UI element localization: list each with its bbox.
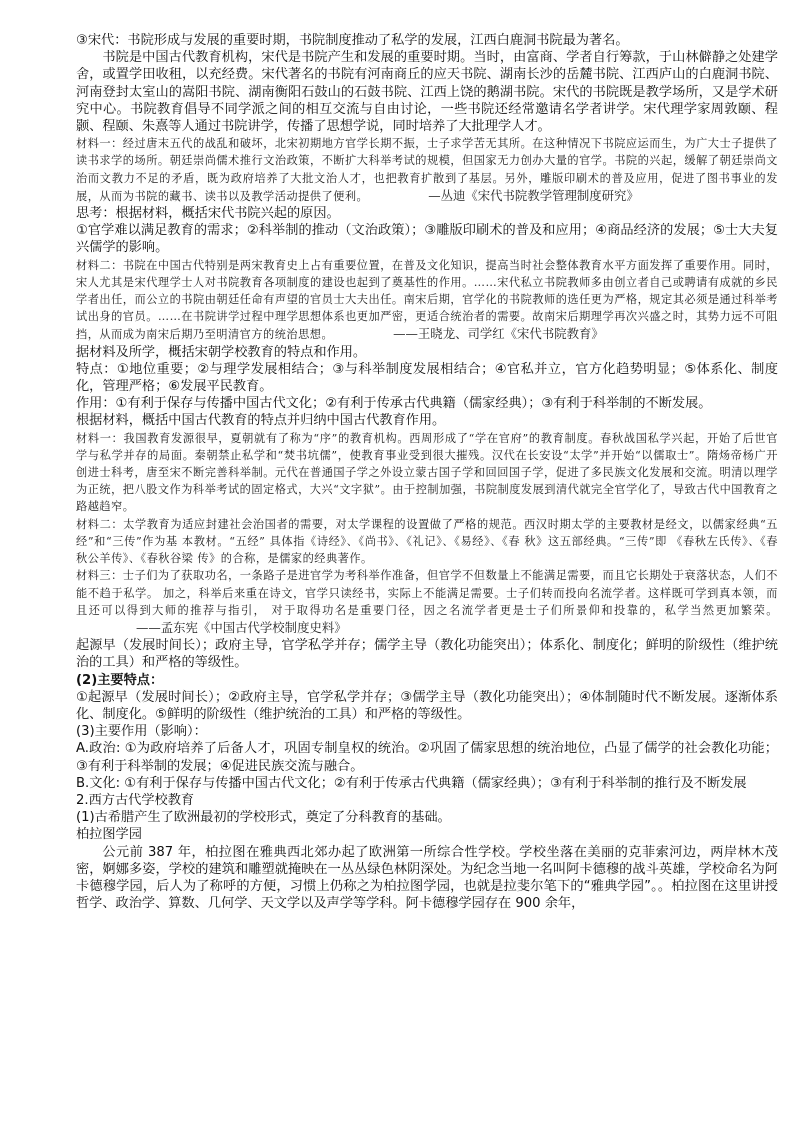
material-text: 材料三：士子们为了获取功名，一条路子是进官学为考科举作准备，但官学不但数量上不能满足需要，而且它长期处于衰落状态，人们不能不趋于私学。 加之，科举后来重在诗文，官学只读经书，实际上不能满足需要。士子们转而投向名流学者。这样既可学到真本领，而且还可以得到大师的推荐与指引， 对于取得功名是重要门径，因之名流学者更是士子们所景仰和投靠的，私学当然更加繁荣。 xyxy=(76,569,778,617)
academy-intro-paragraph: 书院是中国古代教育机构，宋代是书院产生和发展的重要时期。当时，由富商、学者自行筹款，于山林僻静之处建学舍，或置学田收租，以充经费。宋代著名的书院有河南商丘的应天书院、湖南长沙的岳麓书院、江西庐山的白鹿洞书院、河南登封太室山的嵩阳书院、湖南衡阳石鼓山的石鼓书院、江西上饶的鹅湖书院。宋代的书院既是教学场所，又是学术研究中心。书院教育倡导不同学派之间的相互交流与自由讨论，一些书院还经常邀请名学者讲学。宋代理学家周敦颐、程颢、程颐、朱熹等人通过书院讲学，传播了思想学说，同时培养了大批理学人才。 xyxy=(76,50,778,135)
document-page xyxy=(76,32,778,912)
question-features: 据材料及所学，概括宋朝学校教育的特点和作用。 xyxy=(76,344,367,360)
political-effects: A.政治: ①为政府培养了后备人才，巩固专制皇权的统治。②巩固了儒家思想的统治地位，凸显了儒学的社会教化功能；③有利于科举制的发展；④促进民族交流与融合。 xyxy=(76,741,778,774)
material-two-song-academy xyxy=(76,257,778,344)
answer-features: 特点：①地位重要；②与理学发展相结合；③与科举制度发展相结合；④官私并立，官方化趋势明显；⑤体系化、制度化，管理严格；⑥发展平民教育。 xyxy=(76,361,778,395)
material-source: ——孟东宪《中国古代学校制度史料》 xyxy=(136,619,347,635)
material-three-private-school xyxy=(76,567,778,637)
material-source: —丛迪《宋代书院教学管理制度研究》 xyxy=(428,187,639,203)
main-features-heading: (2)主要特点： xyxy=(76,672,164,688)
western-education-heading: 2.西方古代学校教育 xyxy=(76,792,195,808)
cultural-effects: B.文化: ①有利于保存与传播中国古代文化；②有利于传承古代典籍（儒家经典）；③有利于科举制的推行及不断发展 xyxy=(76,775,747,791)
material-one-ancient-education: 材料一：我国教育发源很早，夏朝就有了称为“序”的教育机构。西周形成了“学在官府”的教育制度。春秋战国私学兴起，开始了后世官学与私学并存的局面。秦朝禁止私学和“焚书坑儒”，使教育事业受到很大摧残。汉代在长安设“太学”并开始“以儒取士”。隋炀帝杨广开创进士科考，唐至宋不断完善科举制。元代在普通国子学之外设立蒙古国子学和回回国子学，促进了多民族文化发展和交流。明清以理学为正统，把八股文作为科举考试的固定格式，大兴“文字狱”。由于控制加强，书院制度发展到清代就完全官学化了，导致古代中国教育之路越趋窄。 xyxy=(76,431,779,514)
summary-answer: 起源早（发展时间长）；政府主导，官学私学并存；儒学主导（教化功能突出）；体系化、制度化；鲜明的阶级性（维护统治的工具）和严格的等级性。 xyxy=(76,638,778,671)
material-one-song-academy xyxy=(76,135,778,205)
answer-causes: ①官学难以满足教育的需求；②科举制的推动（文治政策）；③雕版印刷术的普及和应用；④商品经济的发展；⑤士大夫复兴儒学的影响。 xyxy=(76,223,778,256)
question-ancient-education: 根据材料，概括中国古代教育的特点并归纳中国古代教育作用。 xyxy=(76,413,446,429)
song-dynasty-point: ③宋代：书院形成与发展的重要时期，书院制度推动了私学的发展，江西白鹿洞书院最为著名。 xyxy=(76,33,629,48)
ancient-greece-point: (1)古希腊产生了欧洲最初的学校形式，奠定了分科教育的基础。 xyxy=(76,810,451,826)
plato-academy-heading: 柏拉图学园 xyxy=(76,827,142,843)
material-text: 材料二：书院在中国古代特别是两宋教育史上占有重要位置，在普及文化知识，提高当时社会整体教育水平方面发挥了重要作用。同时，宋人尤其是宋代理学士人对书院教育各项制度的建设也起到了奠基性的作用。……宋代私立书院教师多由创立者自己或聘请有成就的乡民学者出任，而公立的书院由朝廷任命有声望的官员士大夫出任。南宋后期，官学化的书院教师的选任更为严格，规定其必须是通过科举考试出身的官员。……在书院讲学过程中理学思想体系也更加严密，更适合统治者的需要。故南宋后期理学再次兴盛之时，其势力远不可阻挡，从而成为南宋后期乃至明清官方的统治思想。 xyxy=(76,258,778,342)
material-source: ——王晓龙、司学红《宋代书院教育》 xyxy=(393,326,604,342)
question-causes: 思考：根据材料，概括宋代书院兴起的原因。 xyxy=(76,206,340,222)
answer-effects: 作用：①有利于保存与传播中国古代文化；②有利于传承古代典籍（儒家经典）；③有利于科举制的不断发展。 xyxy=(76,396,712,412)
main-effects-heading: (3)主要作用（影响）： xyxy=(76,724,207,740)
material-text: 材料一：经过唐末五代的战乱和破坏，北宋初期地方官学长期不振，士子求学苦无其所。在这种情况下书院应运而生，为广大士子提供了读书求学的场所。朝廷崇尚儒术推行文治政策，不断扩大科举考试的规模，但国家无力创办大量的官学。书院的兴起，缓解了朝廷崇尚文治而文教力不足的矛盾，既为政府培养了大批文治人才，也把教育扩散到了基层。另外，雕版印刷术的普及应用，促进了图书事业的发展，从而为书院的藏书、读书以及教学活动提供了便利。 xyxy=(76,137,778,203)
main-features-text: ①起源早（发展时间长）；②政府主导，官学私学并存；③儒学主导（教化功能突出）；④体制随时代不断发展。逐渐体系化、制度化。⑤鲜明的阶级性（维护统治的工具）和严格的等级性。 xyxy=(76,689,778,722)
plato-academy-paragraph: 公元前 387 年，柏拉图在雅典西北郊办起了欧洲第一所综合性学校。学校坐落在美丽的克菲索河边，两岸林木茂密，婀娜多姿，学校的建筑和雕塑就掩映在一丛丛绿色林阴深处。为纪念当地一名叫阿卡德穆的战斗英雄，学校命名为阿卡德穆学园，后人为了称呼的方便，习惯上仍称之为柏拉图学园，也就是拉斐尔笔下的“雅典学园”。。柏拉图在这里讲授哲学、政治学、算数、几何学、天文学以及声学等学科。阿卡德穆学园存在 900 余年， xyxy=(76,844,778,912)
material-two-taixue: 材料二：太学教育为适应封建社会治国者的需要，对太学课程的设置做了严格的规范。西汉时期太学的主要教材是经文，以儒家经典“五经”和“三传”作为基 本教材。“五经” 具体指《诗经》、《尚书》、《礼记》、《易经》、《春 秋》这五部经典。“三传”即 《春秋左氏传》、《春秋公羊传》、《春秋谷梁 传》的合称，是儒家的经典著作。 xyxy=(76,517,778,566)
